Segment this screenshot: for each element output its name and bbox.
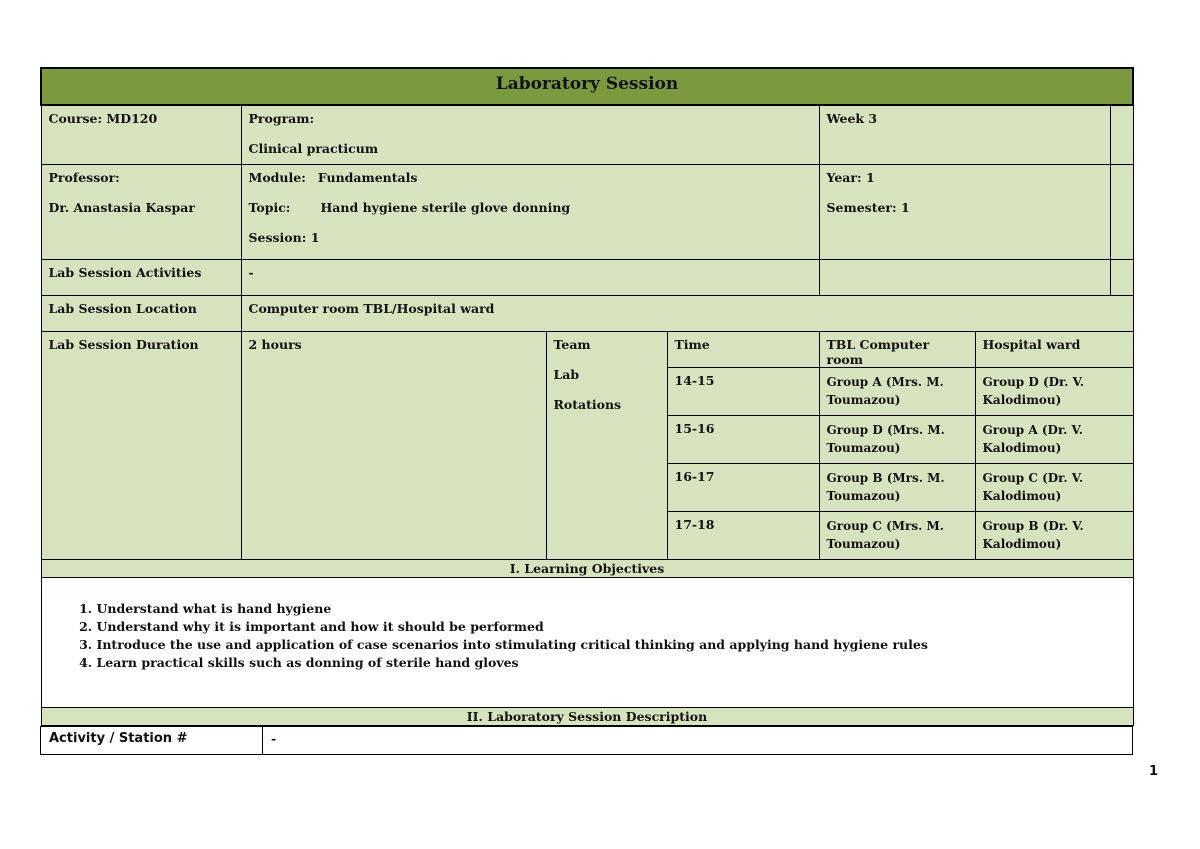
activities-label: Lab Session Activities xyxy=(41,259,241,295)
course-cell xyxy=(41,105,241,164)
semester-text: Semester: 1 xyxy=(826,199,910,215)
activity-label: Activity / Station # xyxy=(41,726,263,754)
rotation-ward: Group A (Dr. V. Kalodimou) xyxy=(975,415,1133,463)
year-side-cell xyxy=(1110,164,1133,259)
module-label: Module: xyxy=(248,169,306,185)
lab-session-document xyxy=(40,67,1132,755)
objective-item: 3. Introduce the use and application of case scenarios into stimulating critical thinking and applying hand hygiene rules xyxy=(97,636,1133,654)
program-value: Clinical practicum xyxy=(248,141,379,156)
activities-extra-cell xyxy=(819,259,1110,295)
activity-value: - xyxy=(263,726,1133,754)
rotation-ward: Group D (Dr. V. Kalodimou) xyxy=(975,367,1133,415)
objective-item: 2. Understand why it is important and how it should be performed xyxy=(97,618,1133,636)
program-cell xyxy=(241,105,819,164)
rotation-time: 17-18 xyxy=(667,511,819,559)
activities-value: - xyxy=(241,259,819,295)
ward-header: Hospital ward xyxy=(975,331,1133,367)
professor-label: Professor: xyxy=(48,169,120,185)
time-header: Time xyxy=(667,331,819,367)
rotation-time: 14-15 xyxy=(667,367,819,415)
week-side-cell xyxy=(1110,105,1133,164)
team-line: Rotations xyxy=(553,396,622,412)
session-info-table xyxy=(40,67,1134,726)
location-value: Computer room TBL/Hospital ward xyxy=(241,295,1133,331)
topic-label: Topic: xyxy=(248,199,291,215)
year-cell xyxy=(819,164,1110,259)
location-label: Lab Session Location xyxy=(41,295,241,331)
team-line: Lab xyxy=(553,366,580,382)
activity-table xyxy=(40,726,1133,755)
professor-cell xyxy=(41,164,241,259)
objective-item: 1. Understand what is hand hygiene xyxy=(97,600,1133,618)
team-cell xyxy=(546,331,667,559)
rotation-time: 16-17 xyxy=(667,463,819,511)
rotation-time: 15-16 xyxy=(667,415,819,463)
document-title: Laboratory Session xyxy=(41,68,1133,105)
rotation-tbl: Group C (Mrs. M. Toumazou) xyxy=(819,511,975,559)
rotation-ward: Group B (Dr. V. Kalodimou) xyxy=(975,511,1133,559)
program-label: Program: xyxy=(248,111,315,126)
year-text: Year: 1 xyxy=(826,169,875,185)
duration-value: 2 hours xyxy=(241,331,546,559)
module-cell xyxy=(241,164,819,259)
objectives-cell xyxy=(41,577,1133,707)
objectives-heading: I. Learning Objectives xyxy=(41,559,1133,577)
tbl-header: TBL Computer room xyxy=(819,331,975,367)
week-cell xyxy=(819,105,1110,164)
week-text: Week 3 xyxy=(826,111,878,126)
course-text: Course: MD120 xyxy=(48,111,158,126)
rotation-tbl: Group A (Mrs. M. Toumazou) xyxy=(819,367,975,415)
topic-value: Hand hygiene sterile glove donning xyxy=(320,199,571,215)
objectives-list xyxy=(42,600,1133,672)
session-text: Session: 1 xyxy=(248,229,320,245)
module-value: Fundamentals xyxy=(317,169,418,185)
description-heading: II. Laboratory Session Description xyxy=(41,707,1133,725)
rotation-ward: Group C (Dr. V. Kalodimou) xyxy=(975,463,1133,511)
team-line: Team xyxy=(553,336,591,352)
objective-item: 4. Learn practical skills such as donning of sterile hand gloves xyxy=(97,654,1133,672)
rotation-tbl: Group D (Mrs. M. Toumazou) xyxy=(819,415,975,463)
duration-label: Lab Session Duration xyxy=(41,331,241,559)
activities-side-cell xyxy=(1110,259,1133,295)
rotation-tbl: Group B (Mrs. M. Toumazou) xyxy=(819,463,975,511)
professor-name: Dr. Anastasia Kaspar xyxy=(48,199,195,215)
page-number: 1 xyxy=(1148,764,1158,779)
